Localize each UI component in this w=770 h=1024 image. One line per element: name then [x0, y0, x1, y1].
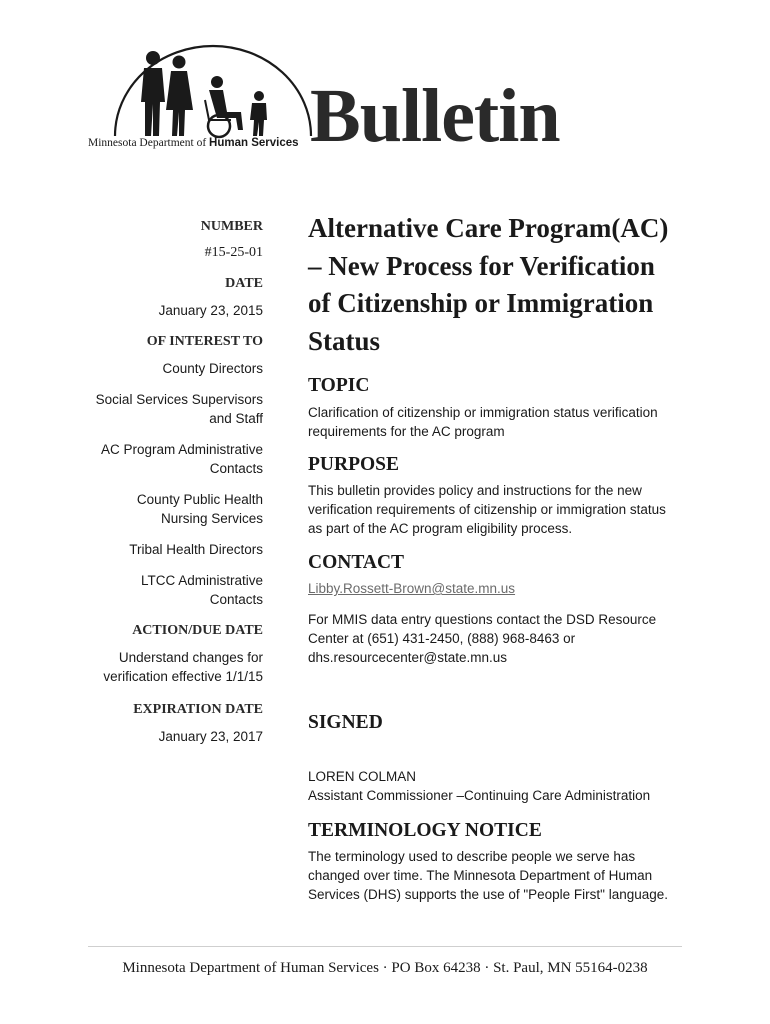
document-title-line: – New Process for Verification — [308, 250, 655, 281]
action-due-date-label: ACTION/DUE DATE — [132, 623, 263, 638]
purpose-line: as part of the AC program eligibility process. — [308, 521, 573, 536]
footer-address: Minnesota Department of Human Services · PO Box 64238 · St. Paul, MN 55164-0238 — [122, 960, 648, 976]
purpose-line: verification requirements of citizenship or immigration status — [308, 502, 666, 517]
signer-title: Assistant Commissioner –Continuing Care Administration — [308, 788, 651, 803]
interest-item-line: AC Program Administrative — [100, 442, 263, 457]
interest-list — [80, 359, 263, 609]
document-title-line: Status — [308, 325, 381, 356]
terminology-line: The terminology used to describe people we serve has — [308, 849, 636, 864]
expiration-date-value: January 23, 2017 — [158, 729, 263, 744]
topic-heading: TOPIC — [308, 375, 370, 396]
contact-email-link[interactable]: Libby.Rossett-Brown@state.mn.us — [308, 581, 516, 596]
terminology-heading: TERMINOLOGY NOTICE — [308, 820, 542, 841]
interest-item-line: Contacts — [209, 592, 263, 607]
purpose-line: This bulletin provides policy and instructions for the new — [308, 483, 642, 498]
signer-name: LOREN COLMAN — [308, 769, 417, 784]
bulletin-masthead: Bulletin — [310, 74, 560, 158]
interest-item-line: and Staff — [209, 411, 263, 426]
agency-logo — [88, 40, 318, 160]
contact-line: Center at (651) 431-2450, (888) 968-8463 or — [308, 631, 576, 646]
topic-line: requirements for the AC program — [308, 424, 505, 439]
contact-line: For MMIS data entry questions contact the DSD Resource — [308, 612, 657, 627]
purpose-heading: PURPOSE — [308, 454, 400, 475]
document-title-line: Alternative Care Program(AC) — [308, 213, 669, 243]
signed-heading: SIGNED — [308, 712, 383, 733]
document-title-line: of Citizenship or Immigration — [308, 288, 654, 318]
agency-name-bold: Human Services — [209, 137, 299, 149]
contact-heading: CONTACT — [308, 552, 405, 573]
interest-item-line: LTCC Administrative — [140, 573, 263, 588]
topic-line: Clarification of citizenship or immigration status verification — [308, 405, 658, 420]
number-value: #15-25-01 — [204, 245, 263, 260]
interest-item-line: Social Services Supervisors — [95, 392, 263, 407]
date-label: DATE — [225, 276, 263, 291]
expiration-date-label: EXPIRATION DATE — [133, 702, 263, 717]
terminology-line: changed over time. The Minnesota Department of Human — [308, 868, 653, 883]
interest-item-line: Tribal Health Directors — [129, 542, 263, 557]
interest-item-line: Nursing Services — [160, 511, 263, 526]
action-due-date-line: Understand changes for — [118, 650, 263, 665]
bulletin-metadata-sidebar — [80, 218, 263, 746]
terminology-line: Services (DHS) supports the use of "People First" language. — [308, 887, 669, 902]
interest-item-line: County Public Health — [136, 492, 263, 507]
agency-name — [88, 137, 299, 149]
action-due-date-line: verification effective 1/1/15 — [103, 669, 263, 684]
interest-item-line: County Directors — [162, 361, 263, 376]
interest-label: OF INTEREST TO — [146, 334, 263, 349]
bulletin-main-content — [308, 210, 688, 904]
number-label: NUMBER — [200, 219, 263, 234]
interest-item-line: Contacts — [209, 461, 263, 476]
document-title — [308, 210, 688, 360]
family-silhouette-logo-icon — [113, 40, 313, 140]
date-value: January 23, 2015 — [158, 303, 263, 318]
footer-divider — [88, 946, 682, 947]
agency-name-prefix: Minnesota Department of — [88, 137, 207, 149]
contact-line: dhs.resourcecenter@state.mn.us — [308, 650, 508, 665]
